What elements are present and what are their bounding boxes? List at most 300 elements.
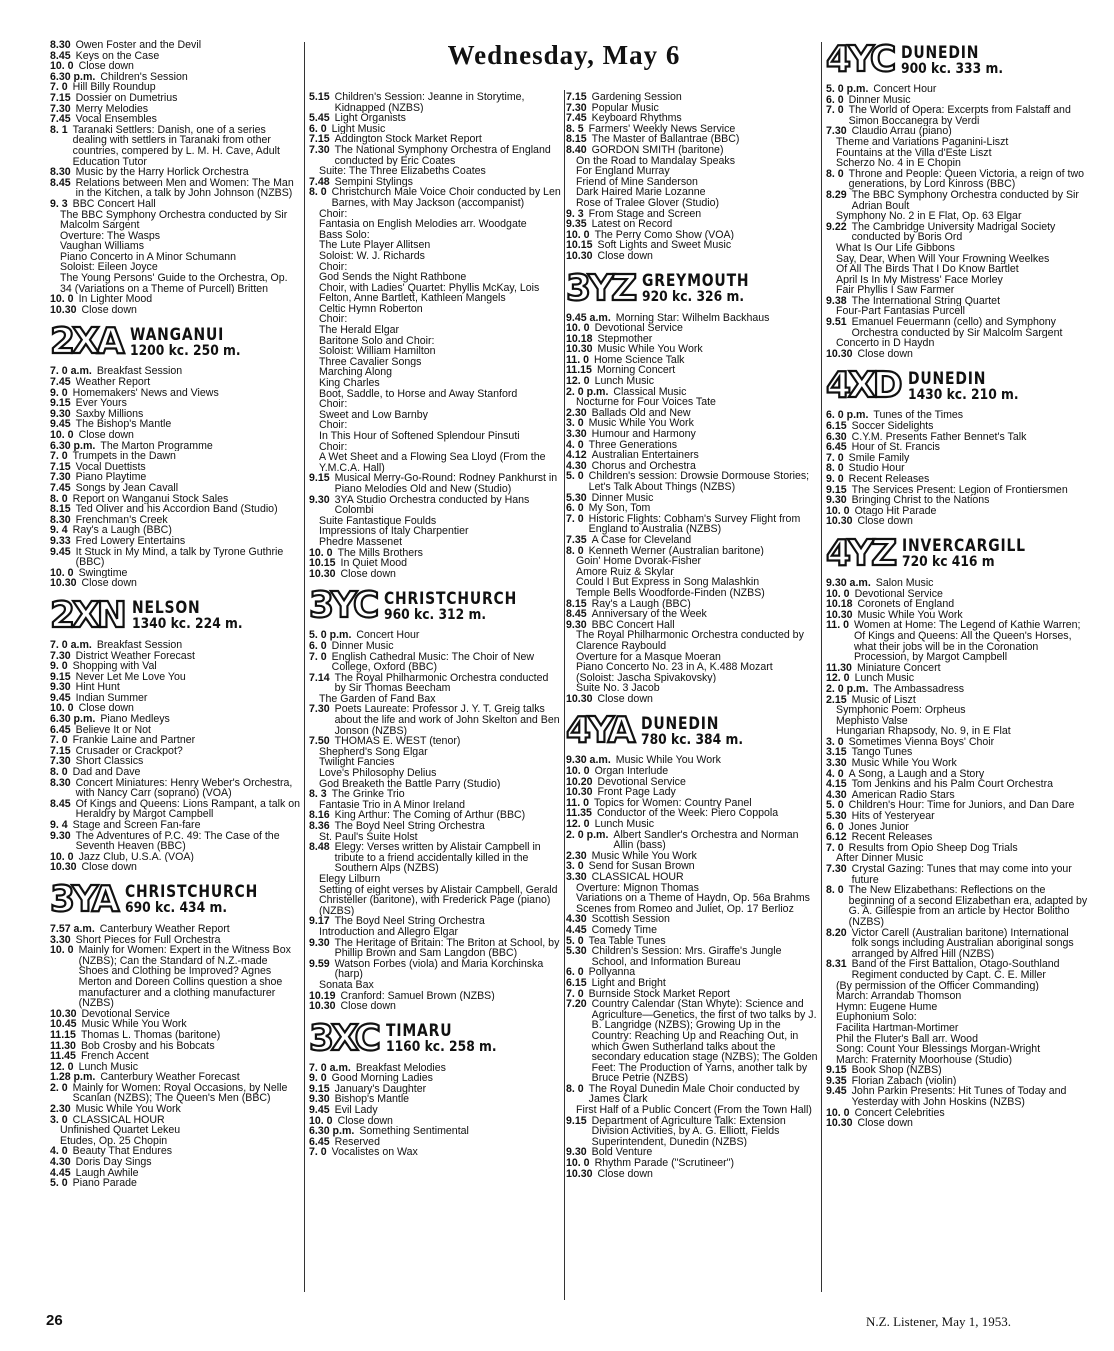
publication-footer: N.Z. Listener, May 1, 1953. [866, 1314, 1011, 1329]
programme-time: 4.15 [826, 779, 847, 790]
programme-time: 7.30 [50, 103, 71, 115]
programme-time: 6. 0 p.m. [826, 410, 869, 422]
programme-title: Music While You Work [597, 344, 703, 355]
programme-title: Owen Foster and the Devil [75, 40, 202, 51]
programme-entry [826, 620, 1088, 662]
programme-time: 10.30 [50, 1008, 77, 1020]
programme-time: 7.15 [309, 134, 330, 145]
station-header [826, 534, 1088, 574]
programme-title: Devotional Service [594, 323, 683, 334]
programme-entry [826, 421, 1088, 432]
programme-time: 10.18 [826, 599, 853, 610]
programme-entry [50, 114, 300, 125]
programme-time: 9.30 [826, 495, 847, 506]
programme-entry [826, 843, 1088, 854]
programme-time: 7.45 [566, 113, 587, 124]
programme-entry [50, 61, 300, 72]
programme-entry [826, 663, 1088, 674]
programme-detail: Dark Haired Marie Lozanne [576, 187, 706, 198]
programme-entry [50, 398, 300, 409]
programme-entry [566, 323, 818, 334]
programme-entry [309, 495, 562, 516]
programme-title: American Radio Stars [851, 789, 955, 801]
programme-title: Report on Wanganui Stock Sales [72, 493, 229, 505]
programme-entry [50, 409, 300, 420]
programme-entry [826, 296, 1088, 307]
programme-time: 9.30 [566, 619, 587, 631]
programme-time: 3. 0 [826, 736, 844, 748]
programme-entry [826, 410, 1088, 421]
programme-time: 8.30 [50, 514, 71, 526]
programme-entry [50, 494, 300, 505]
programme-title: King Arthur: The Coming of Arthur (BBC) [334, 810, 526, 821]
programme-entry [826, 485, 1088, 496]
programme-title: Ever Yours [75, 398, 127, 409]
programme-entry [566, 989, 818, 1000]
programme-entry [826, 516, 1088, 527]
programme-title: The International String Quartet [851, 295, 1001, 307]
programme-detail: Hymn: Eugene Hume [836, 1001, 938, 1013]
programme-title: Anniversary of the Week [591, 609, 707, 620]
programme-title: Weather Report [75, 377, 151, 388]
programme-entry [50, 1083, 300, 1104]
programme-title: The Royal Philharmonic Orchestra conducted by Sir Thomas Beecham [334, 672, 549, 694]
station-logo: 3YA [50, 878, 117, 920]
programme-entry [50, 72, 300, 83]
programme-detail: (By permission of the Officer Commanding) [836, 980, 1039, 992]
programme-entry [50, 388, 300, 399]
programme-entry [826, 610, 1088, 621]
programme-entry [309, 630, 562, 641]
programme-title: The Bishop's Mantle [75, 419, 172, 430]
programme-time: 7.35 [566, 534, 587, 546]
programme-title: THOMAS E. WEST (tenor) [334, 736, 461, 747]
station-frequency: 920 kc. 326 m. [642, 289, 745, 305]
programme-detail: Choir: [319, 399, 348, 410]
programme-time: 8.29 [826, 189, 847, 201]
programme-entry [566, 450, 818, 461]
programme-title: Short Classics [75, 756, 144, 768]
programme-time: 10. 0 [566, 323, 590, 334]
programme-entry [566, 209, 818, 220]
programme-time: 12. 0 [50, 1061, 74, 1073]
programme-title: Close down [340, 568, 396, 580]
programme-entry [826, 453, 1088, 464]
programme-time: 7. 0 [566, 988, 584, 1000]
programme-title: English Cathedral Music: The Choir of New College, Oxford (BBC) [331, 651, 535, 673]
programme-detail: Sweet and Low Barnby [319, 409, 428, 421]
programme-detail: Unfinished Quartet Lekeu [60, 1125, 181, 1136]
programme-time: 3. 0 [50, 1114, 68, 1126]
programme-time: 9.30 [50, 682, 71, 693]
programme-title: The National Symphony Orchestra of England conducted by Eric Coates [334, 144, 551, 167]
programme-title: Elegy: Verses written by Alistair Campbell in tribute to a friend accidentally killed in the Southern Alps (NZBS) [334, 842, 541, 874]
programme-time: 9.30 [309, 937, 330, 949]
programme-time: 11. 0 [826, 620, 849, 632]
programme-time: 2.30 [50, 1104, 71, 1115]
programme-entry [826, 599, 1088, 610]
programme-entry [50, 1009, 300, 1020]
programme-detail: King Charles [319, 378, 380, 389]
programme-detail: Marching Along [319, 367, 393, 379]
programme-time: 7.15 [50, 92, 71, 104]
programme-title: Never Let Me Love You [75, 671, 186, 683]
programme-detail: Overture: Mignon Thomas [576, 882, 699, 894]
programme-title: District Weather Forecast [75, 650, 195, 662]
programme-entry [50, 924, 300, 935]
programme-time: 6. 0 [826, 94, 844, 106]
programme-entry [309, 187, 562, 208]
programme-title: Lunch Music [78, 1061, 139, 1073]
programme-time: 10.18 [566, 333, 593, 345]
programme-entry [309, 916, 562, 927]
programme-entry [566, 967, 818, 978]
programme-title: Book Shop (NZBS) [851, 1065, 942, 1076]
programme-detail: Three Cavalier Songs [319, 356, 422, 368]
programme-entry [50, 441, 300, 452]
programme-time: 10.30 [309, 1001, 336, 1012]
programme-title: The Boyd Neel String Orchestra [334, 916, 485, 927]
programme-time: 9.15 [50, 671, 71, 683]
programme-title: Lunch Music [594, 819, 655, 830]
programme-time: 6. 0 [566, 967, 584, 978]
programme-time: 9.38 [826, 295, 847, 307]
programme-entry [826, 442, 1088, 453]
programme-time: 3.30 [826, 758, 847, 769]
programme-time: 6.12 [826, 832, 847, 843]
programme-entry [309, 92, 562, 113]
programme-title: Dossier on Dumetrius [75, 92, 178, 104]
programme-time: 9. 0 [50, 387, 68, 399]
programme-detail: April Is In My Mistress' Face Morley [836, 274, 1003, 286]
programme-time: 9.51 [826, 317, 847, 329]
programme-entry [50, 862, 300, 873]
programme-entry [566, 219, 818, 230]
programme-detail: Friend of Mine Sanderson [576, 176, 698, 188]
programme-time: 9. 0 [50, 661, 68, 672]
programme-time: 8. 0 [826, 885, 844, 897]
programme-entry [826, 495, 1088, 506]
programme-entry [826, 811, 1088, 822]
programme-time: 6. 0 [309, 123, 327, 135]
station-name: INVERCARGILL [902, 536, 1027, 557]
programme-entry [826, 578, 1088, 589]
programme-time: 10.30 [566, 344, 593, 355]
listing-block [826, 410, 1088, 527]
programme-time: 6.30 p.m. [50, 714, 96, 725]
programme-title: Vocalistes on Wax [331, 1147, 418, 1159]
programme-time: 6.45 [309, 1136, 330, 1148]
programme-entry [566, 819, 818, 830]
listing-block [826, 84, 1088, 359]
programme-detail: Scherzo No. 4 in E Chopin [836, 158, 961, 169]
programme-time: 8.20 [826, 927, 847, 939]
programme-time: 4. 0 [566, 439, 584, 451]
programme-detail: Choir: [319, 314, 348, 326]
programme-time: 9.45 [50, 419, 71, 430]
programme-time: 5.15 [309, 92, 330, 103]
programme-title: Comedy Time [591, 924, 657, 936]
programme-detail: March: Fraternity Moorhouse (Studio) [836, 1054, 1013, 1066]
programme-title: Music of Liszt [851, 694, 916, 706]
programme-time: 8.45 [50, 50, 71, 62]
programme-entry [309, 569, 562, 580]
programme-title: Hour of St. Francis [851, 442, 940, 453]
programme-title: GORDON SMITH (baritone) [591, 144, 724, 156]
listing-block [50, 40, 300, 315]
programme-title: In Quiet Mood [340, 558, 408, 569]
station-logo: 4XD [826, 365, 900, 407]
station-frequency: 1340 kc. 224 m. [131, 616, 243, 633]
programme-time: 5. 0 [826, 800, 844, 812]
programme-title: Music While You Work [615, 755, 721, 767]
programme-time: 8.48 [309, 842, 330, 854]
programme-time: 10.30 [566, 693, 593, 705]
programme-title: Front Page Lady [597, 787, 676, 798]
programme-entry [309, 938, 562, 959]
page-title: Wednesday, May 6 [447, 40, 681, 70]
programme-title: Relations between Men and Women: The Man in the Kitchen, a talk by John Johnson (NZBS) [75, 177, 294, 199]
programme-time: 9.15 [826, 484, 847, 496]
programme-entry [826, 317, 1088, 338]
programme-entry [566, 1158, 818, 1169]
programme-title: Children's Session: Jeanne in Storytime, Kidnapped (NZBS) [334, 92, 525, 114]
programme-entry [309, 789, 562, 800]
programme-entry [50, 472, 300, 483]
programme-entry [50, 82, 300, 93]
programme-title: Hint Hunt [75, 682, 120, 693]
programme-entry [566, 936, 818, 947]
station-name: DUNEDIN [640, 713, 719, 734]
programme-title: Of Kings and Queens: Lions Rampant, a talk on Heraldry by Margot Campbell [75, 798, 300, 820]
programme-entry [566, 755, 818, 766]
programme-title: Australian Entertainers [591, 450, 699, 461]
programme-title: Taranaki Settlers: Danish, one of a series dealing with settlers in Taranaki from other countries, compered by L. M. H. Cave, Adult Education Tutor [72, 124, 280, 168]
programme-time: 3. 0 [566, 861, 584, 872]
programme-entry [566, 440, 818, 451]
programme-time: 11.30 [826, 662, 852, 674]
programme-time: 10. 0 [826, 588, 850, 600]
programme-time: 8.30 [50, 40, 71, 51]
programme-time: 8. 1 [50, 124, 68, 136]
programme-detail: On the Road to Mandalay Speaks [576, 155, 736, 167]
programme-detail: Variations on a Theme of Haydn, Op. 56a Brahms [576, 893, 810, 904]
programme-entry [826, 1118, 1088, 1129]
programme-time: 10. 0 [566, 766, 590, 777]
programme-title: Light Music [331, 123, 386, 135]
programme-entry [309, 810, 562, 821]
programme-entry [566, 365, 818, 376]
programme-entry [50, 640, 300, 651]
programme-entry [50, 1072, 300, 1083]
programme-title: Claudio Arrau (piano) [851, 126, 952, 137]
programme-entry [50, 430, 300, 441]
programme-time: 5. 0 [50, 1178, 68, 1189]
programme-time: 5. 0 [566, 471, 584, 483]
column-divider [304, 42, 305, 1292]
programme-title: Crystal Gazing: Tunes that may come into your future [851, 864, 1072, 886]
programme-detail: Goin' Home Dvorak-Fisher [576, 556, 702, 567]
programme-time: 10. 0 [566, 229, 590, 241]
programme-entry [566, 1084, 818, 1105]
programme-entry [566, 777, 818, 788]
programme-time: 5.45 [309, 113, 330, 124]
programme-title: Music While You Work [591, 850, 697, 862]
programme-time: 7.48 [309, 176, 330, 188]
programme-title: Piano Medleys [100, 714, 170, 725]
programme-entry [309, 1084, 562, 1095]
listing-block [309, 92, 562, 579]
programme-entry [566, 514, 818, 535]
programme-detail: Bass Solo: [319, 229, 370, 241]
programme-title: Children's Session: Mrs. Giraffe's Jungle School, and Information Bureau [591, 946, 782, 968]
programme-title: Music by the Harry Horlick Orchestra [75, 167, 249, 178]
programme-entry [50, 104, 300, 115]
programme-time: 8.30 [50, 167, 71, 178]
programme-detail: Suite Fantastique Foulds [319, 515, 437, 527]
programme-title: CLASSICAL HOUR [72, 1114, 165, 1126]
station-name: GREYMOUTH [642, 271, 750, 291]
programme-time: 7.30 [309, 144, 330, 156]
programme-entry [826, 758, 1088, 769]
programme-detail: St. Paul's Suite Holst [319, 831, 418, 843]
programme-title: Stepmother [597, 333, 653, 345]
programme-time: 9.45 a.m. [566, 312, 611, 324]
programme-time: 11.15 [50, 1029, 76, 1041]
programme-entry [566, 1147, 818, 1158]
programme-detail: Fantasie Trio in A Minor Ireland [319, 799, 466, 811]
programme-title: Short Pieces for Full Orchestra [75, 934, 221, 946]
programme-title: BBC Concert Hall [591, 619, 675, 631]
programme-detail: March: Arrandab Thomson [836, 991, 962, 1002]
programme-time: 8.45 [50, 177, 71, 189]
programme-entry [50, 725, 300, 736]
programme-entry [50, 294, 300, 305]
programme-title: Gardening Session [591, 92, 682, 103]
programme-time: 8. 0 [826, 168, 844, 180]
programme-time: 3.30 [50, 934, 71, 946]
programme-title: Close down [81, 578, 137, 589]
programme-time: 10.30 [309, 568, 336, 580]
programme-detail: Soloist: William Hamilton [319, 346, 436, 357]
programme-time: 5.30 [566, 946, 587, 958]
programme-title: Close down [340, 1001, 396, 1012]
programme-entry [566, 113, 818, 124]
programme-title: The Master of Ballantrae (BBC) [591, 134, 740, 145]
station-logo: 3YZ [566, 267, 635, 309]
listing-block [566, 92, 818, 262]
programme-title: The Grinke Trio [331, 789, 405, 800]
programme-time: 8. 3 [309, 789, 327, 800]
programme-time: 7. 0 [50, 451, 68, 462]
programme-time: 4. 0 [826, 768, 844, 780]
programme-title: Close down [597, 1168, 653, 1180]
programme-title: Music While You Work [857, 609, 963, 621]
programme-detail: Vaughan Williams [60, 241, 144, 252]
programme-title: A Song, a Laugh and a Story [848, 768, 985, 780]
programme-entry [309, 736, 562, 747]
programme-entry [50, 1168, 300, 1179]
programme-detail: Scenes from Romeo and Juliet, Op. 17 Berlioz [576, 903, 794, 915]
programme-time: 5. 0 p.m. [826, 84, 869, 95]
programme-time: 3.30 [566, 429, 587, 440]
programme-time: 10.30 [826, 1118, 853, 1129]
programme-time: 10. 0 [50, 430, 74, 441]
programme-time: 10. 0 [309, 1115, 333, 1127]
programme-detail: What Is Our Life Gibbons [836, 242, 955, 254]
programme-title: Music While You Work [851, 758, 957, 769]
programme-title: BBC Concert Hall [72, 198, 156, 210]
programme-entry [826, 1076, 1088, 1087]
programme-title: C.Y.M. Presents Father Bennet's Talk [851, 431, 1027, 443]
programme-time: 7.30 [309, 704, 330, 716]
programme-title: Something Sentimental [359, 1126, 469, 1137]
programme-time: 8. 0 [566, 1083, 584, 1095]
programme-entry [566, 355, 818, 366]
programme-entry [826, 506, 1088, 517]
column-divider [564, 90, 565, 1300]
programme-detail: Impressions of Italy Charpentier [319, 526, 469, 537]
programme-detail: Choir, with Ladies' Quartet: Phyllis McKay, Lois Felton, Anne Bartlett, Kathleen Mangels [319, 282, 540, 304]
programme-entry [826, 747, 1088, 758]
programme-title: Close down [857, 1118, 913, 1129]
programme-entry [826, 673, 1088, 684]
programme-time: 7. 0 [309, 651, 327, 663]
programme-entry [566, 925, 818, 936]
programme-entry [50, 756, 300, 767]
programme-title: Burnside Stock Market Report [588, 988, 730, 1000]
programme-detail: Choir: [319, 261, 348, 273]
programme-time: 4.30 [566, 460, 587, 472]
programme-detail: Rose of Tralee Glover (Studio) [576, 197, 720, 209]
programme-detail: Theme and Variations Paganini-Liszt [836, 136, 1009, 148]
programme-time: 10.30 [50, 304, 77, 316]
programme-title: Frenchman's Creek [75, 514, 168, 526]
programme-title: Recent Releases [851, 832, 933, 843]
programme-title: Children's Hour: Time for Juniors, and Dan Dare [848, 800, 1075, 812]
programme-time: 11.45 [50, 1051, 76, 1062]
programme-title: The Cambridge University Madrigal Society conducted by Boris Ord [851, 221, 1056, 243]
programme-title: 3YA Studio Orchestra conducted by Hans Colombi [334, 494, 530, 516]
programme-time: 10. 0 [50, 61, 74, 72]
programme-entry [50, 419, 300, 430]
programme-title: Beauty That Endures [72, 1146, 173, 1158]
programme-title: Lunch Music [594, 376, 655, 387]
programme-time: 6.30 p.m. [309, 1126, 355, 1137]
programme-entry [566, 493, 818, 504]
programme-time: 8.15 [566, 134, 587, 145]
programme-title: Indian Summer [75, 692, 148, 704]
programme-detail: Celtic Hymn Roberton [319, 303, 423, 315]
programme-detail: Phedre Massenet [319, 536, 403, 548]
station-frequency: 960 kc. 312 m. [384, 606, 487, 623]
programme-title: Vocal Ensembles [75, 114, 157, 125]
listing-block [566, 755, 818, 1179]
programme-title: From Stage and Screen [588, 208, 702, 220]
station-logo: 2XA [50, 321, 122, 363]
station-frequency: 690 kc. 434 m. [124, 900, 227, 917]
programme-title: The Royal Dunedin Male Choir conducted by James Clark [588, 1083, 800, 1106]
programme-title: Mainly for Women: Royal Occasions, by Nelle Scanlan (NZBS); The Queen's Men (BBC) [72, 1082, 288, 1105]
programme-title: Breakfast Session [96, 366, 183, 378]
programme-entry [566, 1116, 818, 1148]
programme-title: Bold Venture [591, 1147, 653, 1159]
programme-title: Morning Concert [596, 365, 676, 377]
programme-time: 9.59 [309, 958, 330, 970]
programme-time: 9.45 [826, 1086, 847, 1098]
programme-time: 6.45 [50, 724, 71, 736]
station-header [566, 711, 818, 751]
